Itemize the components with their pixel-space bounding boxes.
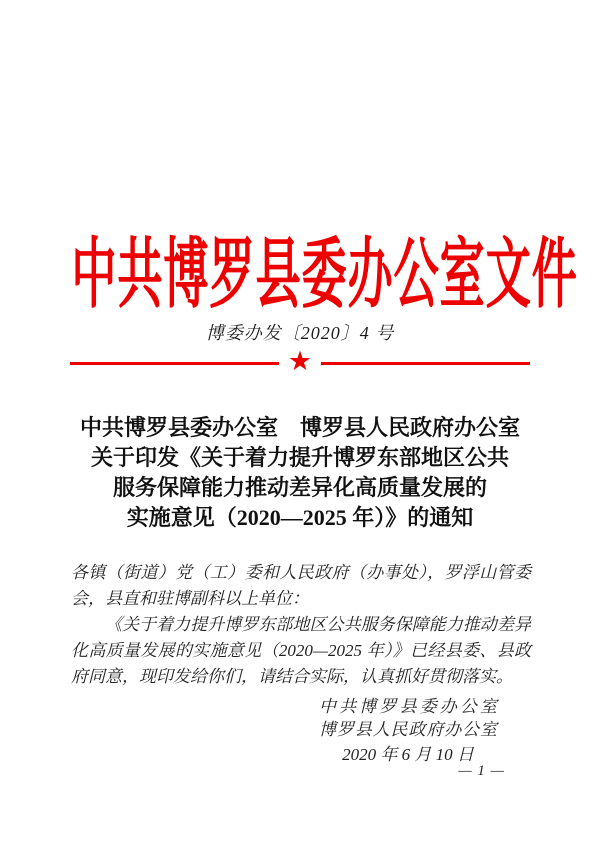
divider-line-left [70, 362, 279, 365]
masthead [0, 212, 600, 318]
salutation: 各镇（街道）党（工）委和人民政府（办事处），罗浮山管委会，县直和驻博副科以上单位： [71, 563, 531, 608]
divider-line-right [321, 362, 530, 365]
notice-title-line-3: 服务保障能力推动差异化高质量发展的 [112, 475, 487, 500]
signature-block [319, 695, 497, 766]
document-number: 博委办发〔2020〕4 号 [205, 323, 395, 343]
notice-title-line-4: 实施意见（2020—2025 年）》的通知 [126, 505, 474, 530]
masthead-org-title: 中共博罗县委办公室文件 [71, 231, 578, 318]
red-divider [70, 348, 530, 378]
notice-title-line-2: 关于印发《关于着力提升博罗东部地区公共 [90, 445, 509, 470]
star-icon: ★ [287, 346, 313, 376]
page-number: — 1 — [458, 763, 505, 779]
notice-title-line-1: 中共博罗县委办公室 博罗县人民政府办公室 [79, 415, 520, 440]
signature-org-2: 博罗县人民政府办公室 [319, 720, 497, 739]
signature-date: 2020 年 6 月 10 日 [342, 745, 474, 764]
document-body [71, 560, 531, 690]
body-paragraph: 《关于着力提升博罗东部地区公共服务保障能力推动差异化高质量发展的实施意见（2020—2025 年）》已经县委、县政府同意，现印发给你们，请结合实际，认真抓好贯彻落实。 [71, 615, 531, 686]
signature-org-1: 中共博罗县委办公室 [319, 697, 497, 716]
notice-title [0, 413, 600, 533]
